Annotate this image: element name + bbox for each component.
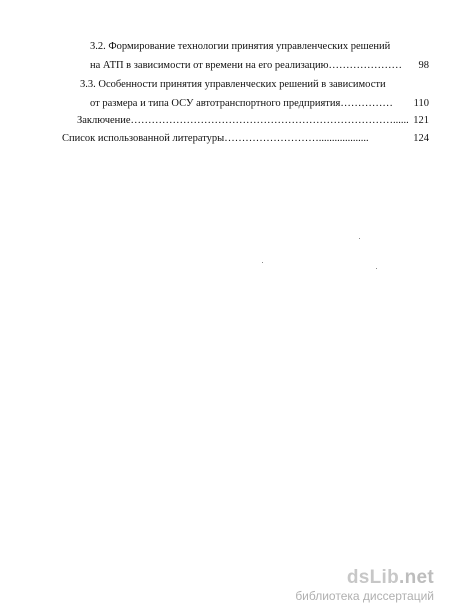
toc-page-number: 110 <box>413 98 429 109</box>
toc-entry-text: 3.3. Особенности принятия управленческих решений в зависимости <box>80 79 386 90</box>
toc-page-number: 98 <box>418 60 429 71</box>
toc-entry-text: от размера и типа ОСУ автотранспортного предприятия…………… <box>90 98 393 109</box>
toc-page-number: 121 <box>413 115 429 126</box>
toc-entry-text: Заключение…………………………………………………………………...... <box>77 115 409 126</box>
toc-entry-text: Список использованной литературы………………………................... <box>62 133 369 144</box>
toc-entry-text: на АТП в зависимости от времени на его реализацию………………… <box>90 60 402 71</box>
watermark-logo: dsLib.net <box>346 567 434 588</box>
scan-speck <box>262 262 263 263</box>
scan-speck <box>359 238 360 239</box>
toc-entry-text: 3.2. Формирование технологии принятия управленческих решений <box>90 41 391 52</box>
scan-speck <box>376 268 377 269</box>
toc-page-number: 124 <box>413 133 429 144</box>
watermark <box>295 568 434 603</box>
watermark-subtitle: библиотека диссертаций <box>295 589 434 603</box>
